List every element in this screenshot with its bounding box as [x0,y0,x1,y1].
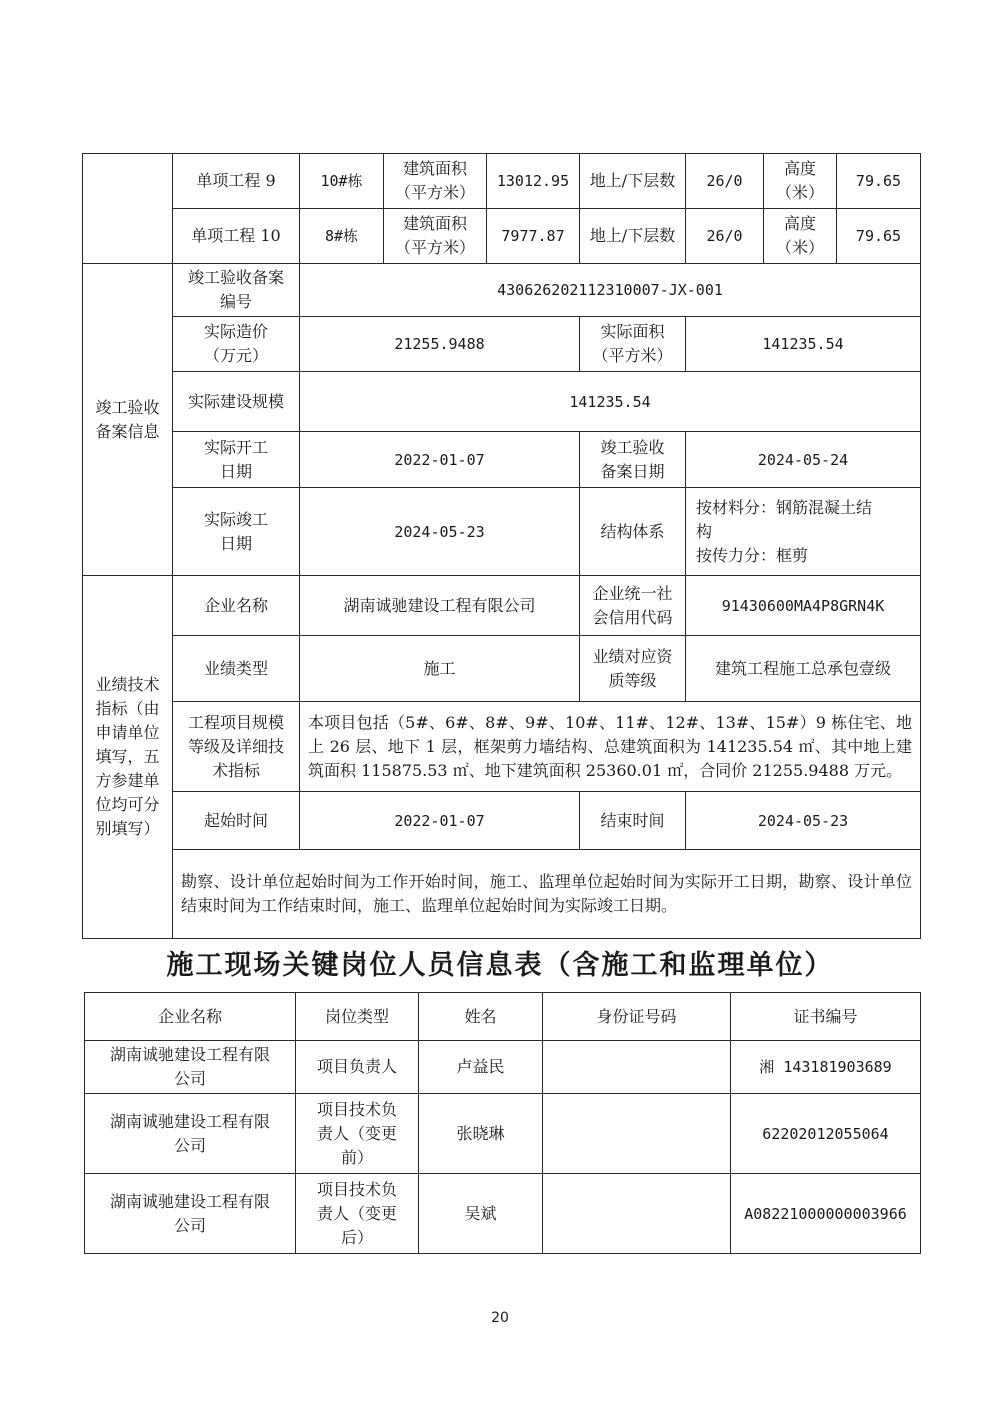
floors-label: 地上/下层数 [580,209,686,264]
company-cell: 湖南诚驰建设工程有限 公司 [85,1094,296,1174]
table-row [85,1094,921,1174]
height-label: 高度 （米） [764,154,837,209]
id-no-cell [543,1094,731,1174]
name-cell: 张晓琳 [419,1094,543,1174]
header-name: 姓名 [419,993,543,1041]
record-no-value: 430626202112310007-JX-001 [300,264,921,317]
company-value: 湖南诚驰建设工程有限公司 [300,576,580,636]
scale-detail: 本项目包括（5#、6#、8#、9#、10#、11#、12#、13#、15#）9 栋住宅、地上 26 层、地下 1 层，框架剪力墙结构、总建筑面积为 141235.54 ㎡、其中地上建筑面积 115875.53 ㎡、地下建筑面积 25360.01 ㎡，合同价 21255.9488 万元。 [300,702,921,792]
actual-cost-value: 21255.9488 [300,317,580,372]
building-name: 8#栋 [300,209,384,264]
area-label: 建筑面积 （平方米） [384,154,487,209]
performance-type-label: 业绩类型 [173,636,300,702]
name-cell: 吴斌 [419,1174,543,1254]
start-time-label: 起始时间 [173,792,300,850]
performance-type-value: 施工 [300,636,580,702]
cert-cell: 湘 143181903689 [731,1041,921,1094]
header-role: 岗位类型 [296,993,419,1041]
floors-value: 26/0 [686,154,764,209]
actual-scale-label: 实际建设规模 [173,372,300,432]
page-number: 20 [491,1310,509,1326]
company-label: 企业名称 [173,576,300,636]
performance-section-label: 业绩技术 指标（由 申请单位 填写，五 方参建单 位均可分 别填写） [83,576,173,939]
building-name: 10#栋 [300,154,384,209]
area-value: 13012.95 [487,154,580,209]
header-cert: 证书编号 [731,993,921,1041]
finish-date-value: 2024-05-23 [300,488,580,576]
start-time-value: 2022-01-07 [300,792,580,850]
header-company: 企业名称 [85,993,296,1041]
role-cell: 项目负责人 [296,1041,419,1094]
id-no-cell [543,1041,731,1094]
structure-label: 结构体系 [580,488,686,576]
actual-scale-value: 141235.54 [300,372,921,432]
company-cell: 湖南诚驰建设工程有限 公司 [85,1174,296,1254]
completion-section-label: 竣工验收 备案信息 [83,264,173,576]
id-no-cell [543,1174,731,1254]
floors-value: 26/0 [686,209,764,264]
end-time-value: 2024-05-23 [686,792,921,850]
height-value: 79.65 [837,209,921,264]
personnel-header-row [85,993,921,1041]
actual-area-value: 141235.54 [686,317,921,372]
structure-value: 按材料分：钢筋混凝土结 构 按传力分：框剪 [686,488,921,576]
table-row [85,1174,921,1254]
cert-cell: 62202012055064 [731,1094,921,1174]
credit-code-label: 企业统一社 会信用代码 [580,576,686,636]
record-date-value: 2024-05-24 [686,432,921,488]
area-value: 7977.87 [487,209,580,264]
height-value: 79.65 [837,154,921,209]
finish-date-label: 实际竣工 日期 [173,488,300,576]
table-row [85,1041,921,1094]
sub-item-label: 单项工程 10 [173,209,300,264]
start-date-label: 实际开工 日期 [173,432,300,488]
blank-section-cell [83,154,173,264]
area-label: 建筑面积 （平方米） [384,209,487,264]
height-label: 高度 （米） [764,209,837,264]
role-cell: 项目技术负 责人（变更 前） [296,1094,419,1174]
personnel-table-title: 施工现场关键岗位人员信息表（含施工和监理单位） [166,950,834,981]
header-id-no: 身份证号码 [543,993,731,1041]
cert-cell: A08221000000003966 [731,1174,921,1254]
time-note: 勘察、设计单位起始时间为工作开始时间，施工、监理单位起始时间为实际开工日期，勘察、设计单位结束时间为工作结束时间，施工、监理单位起始时间为实际竣工日期。 [173,850,921,939]
record-date-label: 竣工验收 备案日期 [580,432,686,488]
actual-area-label: 实际面积 （平方米） [580,317,686,372]
floors-label: 地上/下层数 [580,154,686,209]
start-date-value: 2022-01-07 [300,432,580,488]
actual-cost-label: 实际造价 （万元） [173,317,300,372]
scale-label: 工程项目规模 等级及详细技 术指标 [173,702,300,792]
sub-item-label: 单项工程 9 [173,154,300,209]
personnel-table [84,992,921,1254]
name-cell: 卢益民 [419,1041,543,1094]
credit-code-value: 91430600MA4P8GRN4K [686,576,921,636]
qualification-value: 建筑工程施工总承包壹级 [686,636,921,702]
role-cell: 项目技术负 责人（变更 后） [296,1174,419,1254]
record-no-label: 竣工验收备案 编号 [173,264,300,317]
company-cell: 湖南诚驰建设工程有限 公司 [85,1041,296,1094]
end-time-label: 结束时间 [580,792,686,850]
project-info-table [82,153,921,939]
qualification-label: 业绩对应资 质等级 [580,636,686,702]
